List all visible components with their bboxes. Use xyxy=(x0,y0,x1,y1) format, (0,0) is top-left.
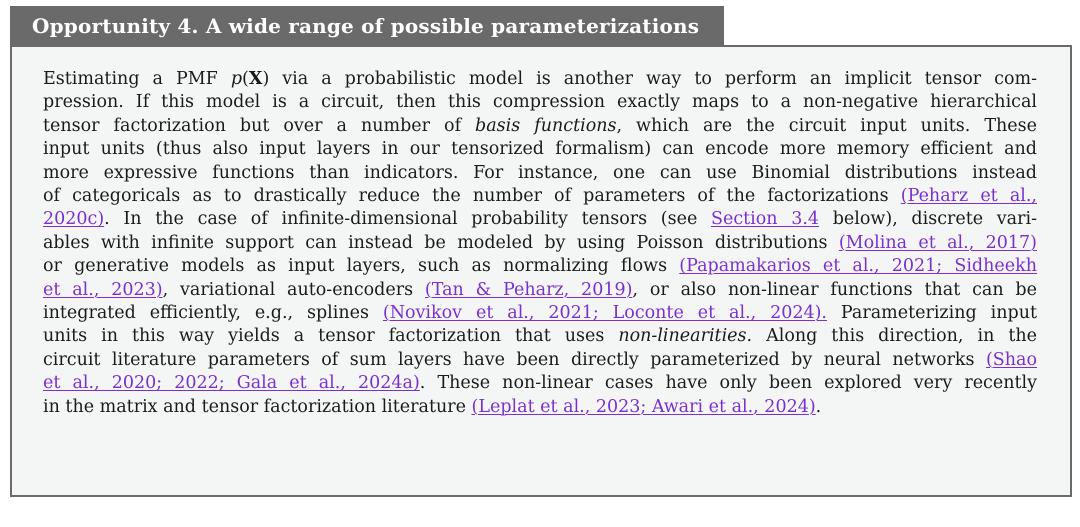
citation-link[interactable]: (Tan & Peharz, 2019) xyxy=(424,279,633,300)
text-run: . In the case of infinite-dimensional probability tensors (see xyxy=(104,209,711,230)
text-run: more expressive functions than indicators. For instance, one can use Binomial distributions instead xyxy=(43,162,1037,183)
text-run: ables with infinite support can instead be modeled by using Poisson distributions xyxy=(43,232,839,253)
text-run: Along this direction, in the xyxy=(752,326,1037,347)
emphasis-text: basis functions xyxy=(475,115,617,136)
text-line xyxy=(43,302,1037,325)
text-run: of categoricals as to drastically reduce the number of parameters of the factorizations xyxy=(43,186,901,207)
text-line xyxy=(43,68,1037,91)
box-title: Opportunity 4. A wide range of possible parameterizations xyxy=(10,6,724,46)
text-run: . xyxy=(815,396,822,417)
text-run: input units (thus also input layers in our tensorized formalism) can encode more memory efficient and xyxy=(43,139,1037,160)
text-run: , which are the circuit input units. These xyxy=(616,115,1037,136)
text-run: , variational auto-encoders xyxy=(162,279,425,300)
citation-link[interactable]: (Leplat et al., 2023; Awari et al., 2024) xyxy=(471,396,816,417)
text-line xyxy=(43,255,1037,278)
text-line xyxy=(43,325,1037,348)
text-run: pression. If this model is a circuit, then this compression exactly maps to a non-negative hierarchical xyxy=(43,92,1037,113)
text-run: below), discrete vari- xyxy=(819,209,1037,230)
citation-link[interactable]: (Papamakarios et al., 2021; Sidheekh xyxy=(679,256,1037,277)
text-run: Estimating a PMF xyxy=(43,69,231,89)
citation-link[interactable]: Section 3.4 xyxy=(710,209,820,230)
text-run: circuit literature parameters of sum layers have been directly parameterized by neural networks xyxy=(43,349,986,370)
text-run: in the matrix and tensor factorization literature xyxy=(43,396,472,417)
text-line xyxy=(43,396,1037,419)
citation-link[interactable]: 2020c) xyxy=(43,209,105,230)
text-run: integrated efficiently, e.g., splines xyxy=(43,303,383,324)
text-run: . These non-linear cases have only been explored very recently xyxy=(419,373,1037,394)
citation-link[interactable]: (Molina et al., 2017) xyxy=(838,232,1037,253)
text-line xyxy=(43,279,1037,302)
citation-link[interactable]: et al., 2023) xyxy=(43,279,163,300)
citation-link[interactable]: (Peharz et al., xyxy=(900,186,1037,207)
text-line xyxy=(43,115,1037,138)
text-line xyxy=(43,91,1037,114)
emphasis-text: p xyxy=(230,69,243,89)
text-run: units in this way yields a tensor factorization that uses xyxy=(43,326,619,347)
text-run: ) via a probabilistic model is another way to perform an implicit tensor com- xyxy=(262,69,1037,89)
citation-link[interactable]: et al., 2020; 2022; Gala et al., 2024a) xyxy=(43,373,420,394)
text-line xyxy=(43,185,1037,208)
text-run: Parameterizing input xyxy=(827,303,1037,324)
text-run: , or also non-linear functions that can be xyxy=(632,279,1037,300)
text-line xyxy=(43,208,1037,231)
bold-symbol: X xyxy=(248,69,263,89)
emphasis-text: non-linearities. xyxy=(618,326,753,347)
text-run: tensor factorization but over a number of xyxy=(43,115,476,136)
text-line xyxy=(43,232,1037,255)
text-line xyxy=(43,162,1037,185)
box-paragraph xyxy=(43,68,1037,419)
text-line xyxy=(43,349,1037,372)
text-run: ( xyxy=(242,69,249,89)
citation-link[interactable]: (Shao xyxy=(985,349,1037,370)
text-line xyxy=(43,138,1037,161)
text-run: or generative models as input layers, such as normalizing flows xyxy=(43,256,680,277)
citation-link[interactable]: (Novikov et al., 2021; Loconte et al., 2024). xyxy=(382,303,827,324)
text-line xyxy=(43,372,1037,395)
